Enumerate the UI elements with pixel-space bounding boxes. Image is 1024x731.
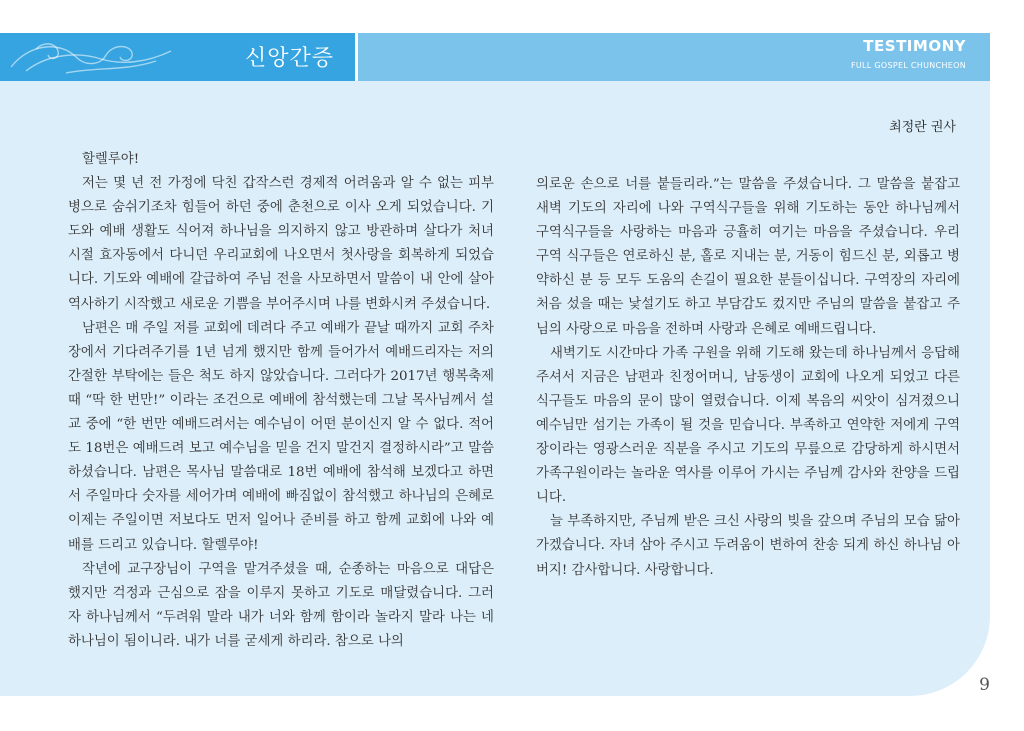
header-brand-block	[358, 33, 990, 81]
swirl-ornament-icon	[6, 37, 186, 77]
paragraph: 늘 부족하지만, 주님께 받은 크신 사랑의 빚을 갚으며 주님의 모습 닮아가겠습니다. 자녀 삼아 주시고 두려움이 변하여 찬송 되게 하신 하나님 아버지! 감사합니다. 사랑합니다.	[536, 514, 960, 578]
page-number: 9	[979, 675, 990, 695]
paragraph: 할렐루야!	[82, 152, 140, 167]
left-text-column	[68, 148, 494, 654]
paragraph: 저는 몇 년 전 가정에 닥친 갑작스런 경제적 어려움과 알 수 없는 피부병으로 숨쉬기조차 힘들어 하던 중에 춘천으로 이사 오게 되었습니다. 기도와 예배 생활도 식어져 하나님을 의지하지 않고 방관하며 살다가 처녀시절 효자동에서 다니던 우리교회에 나오면서 첫사랑을 회복하게 되었습니다. 기도와 예배에 갈급하여 주님 전을 사모하면서 말씀이 내 안에 살아 역사하기 시작했고 새로운 기쁨을 부어주시며 나를 변화시켜 주셨습니다.	[68, 176, 494, 312]
author-name: 최정란 권사	[889, 120, 956, 135]
right-text-column	[536, 173, 960, 583]
header-title-block	[0, 33, 358, 81]
brand-title: TESTIMONY	[863, 37, 966, 55]
paragraph: 남편은 매 주일 저를 교회에 데려다 주고 예배가 끝날 때까지 교회 주차장에서 기다려주기를 1년 넘게 했지만 함께 들어가서 예배드리자는 저의 간절한 부탁에는 들은 척도 하지 않았습니다. 그러다가 2017년 행복축제 때 “딱 한 번만!” 이라는 조건으로 예배에 참석했는데 그날 목사님께서 설교 중에 “한 번만 예배드려서는 예수님이 어떤 분이신지 알 수 없다. 적어도 18번은 예배드려 보고 예수님을 믿을 건지 말건지 결정하시라”고 말씀하셨습니다. 남편은 목사님 말씀대로 18번 예배에 참석해 보겠다고 하면서 주일마다 숫자를 세어가며 예배에 빠짐없이 참석했고 하나님의 은혜로 이제는 주일이면 저보다도 먼저 일어나 준비를 하고 함께 교회에 나와 예배를 드리고 있습니다. 할렐루야!	[68, 320, 494, 553]
brand-subtitle: FULL GOSPEL CHUNCHEON	[850, 61, 966, 70]
paragraph: 작년에 교구장님이 구역을 맡겨주셨을 때, 순종하는 마음으로 대답은 했지만 걱정과 근심으로 잠을 이루지 못하고 기도로 매달렸습니다. 그러자 하나님께서 “두려워 말라 내가 너와 함께 함이라 놀라지 말라 나는 네 하나님이 됨이니라. 내가 너를 굳세게 하리라. 참으로 나의	[68, 561, 494, 649]
header-bar	[0, 33, 990, 81]
paragraph: 새벽기도 시간마다 가족 구원을 위해 기도해 왔는데 하나님께서 응답해 주셔서 지금은 남편과 친정어머니, 남동생이 교회에 나오게 되었고 다른 식구들도 마음의 문이 많이 열렸습니다. 이제 복음의 씨앗이 심겨졌으니 예수님만 섬기는 가족이 될 것을 믿습니다. 부족하고 연약한 저에게 구역장이라는 영광스러운 직분을 주시고 기도의 무릎으로 감당하게 하시면서 가족구원이라는 놀라운 역사를 이루어 가시는 주님께 감사와 찬양을 드립니다.	[536, 345, 960, 506]
paragraph: 의로운 손으로 너를 붙들리라.”는 말씀을 주셨습니다. 그 말씀을 붙잡고 새벽 기도의 자리에 나와 구역식구들을 위해 기도하는 동안 하나님께서 구역식구들을 사랑하는 마음과 긍휼히 여기는 마음을 주셨습니다. 우리 구역 식구들은 연로하신 분, 홀로 지내는 분, 거동이 힘드신 분, 외롭고 병약하신 분 등 모두 도움의 손길이 필요한 분들이십니다. 구역장의 자리에 처음 섰을 때는 낯설기도 하고 부담감도 컸지만 주님의 말씀을 붙잡고 주님의 사랑으로 마음을 전하며 사랑과 은혜로 예배드립니다.	[536, 177, 960, 337]
section-title: 신앙간증	[245, 46, 335, 71]
